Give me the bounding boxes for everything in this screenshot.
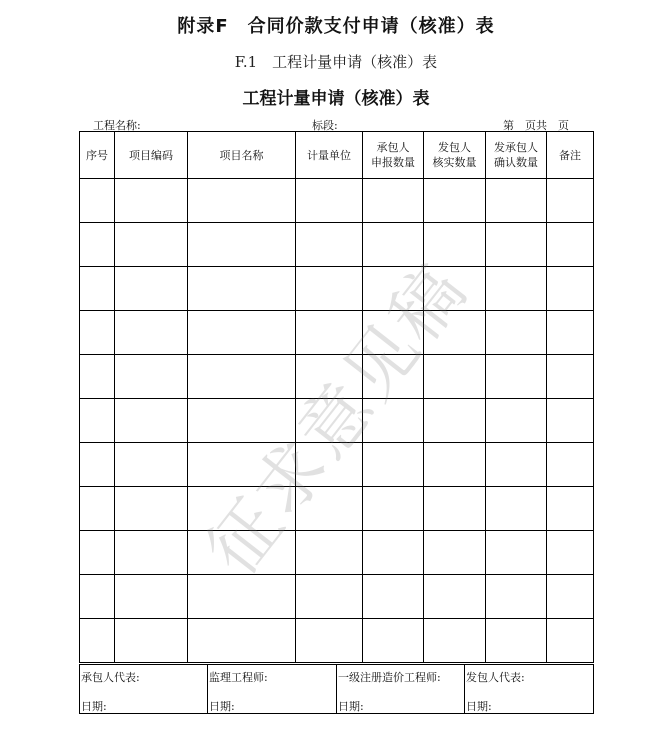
table-cell[interactable] xyxy=(115,575,188,619)
table-cell[interactable] xyxy=(188,267,296,311)
table-cell[interactable] xyxy=(547,355,594,399)
table-cell[interactable] xyxy=(296,223,363,267)
table-cell[interactable] xyxy=(486,179,547,223)
table-cell[interactable] xyxy=(188,443,296,487)
col-item-name: 项目名称 xyxy=(188,132,296,179)
table-cell[interactable] xyxy=(115,179,188,223)
table-cell[interactable] xyxy=(424,355,486,399)
draft-watermark: 征求意见稿 xyxy=(191,247,484,590)
table-cell[interactable] xyxy=(486,267,547,311)
table-cell[interactable] xyxy=(547,575,594,619)
table-cell[interactable] xyxy=(80,443,115,487)
table-cell[interactable] xyxy=(296,575,363,619)
table-cell[interactable] xyxy=(486,531,547,575)
table-cell[interactable] xyxy=(296,179,363,223)
appendix-title: 附录F 合同价款支付申请（核准）表 xyxy=(177,16,495,37)
table-cell[interactable] xyxy=(424,487,486,531)
table-header-row xyxy=(80,132,594,179)
table-cell[interactable] xyxy=(363,311,424,355)
table-row xyxy=(80,531,594,575)
table-cell[interactable] xyxy=(188,223,296,267)
table-row xyxy=(80,311,594,355)
table-cell[interactable] xyxy=(296,267,363,311)
table-cell[interactable] xyxy=(363,267,424,311)
table-cell[interactable] xyxy=(115,531,188,575)
table-cell[interactable] xyxy=(424,179,486,223)
table-cell[interactable] xyxy=(363,531,424,575)
table-cell[interactable] xyxy=(486,311,547,355)
table-cell[interactable] xyxy=(363,487,424,531)
col-seq: 序号 xyxy=(80,132,115,179)
table-cell[interactable] xyxy=(486,619,547,663)
table-cell[interactable] xyxy=(424,619,486,663)
sign-cost-engineer-date: 日期: xyxy=(338,700,364,713)
col-contractor-qty: 承包人 申报数量 xyxy=(363,132,424,179)
sign-contractor-date: 日期: xyxy=(81,700,107,713)
table-cell[interactable] xyxy=(363,619,424,663)
table-cell[interactable] xyxy=(115,487,188,531)
table-cell[interactable] xyxy=(296,487,363,531)
table-cell[interactable] xyxy=(188,179,296,223)
table-cell[interactable] xyxy=(188,311,296,355)
table-cell[interactable] xyxy=(547,223,594,267)
table-cell[interactable] xyxy=(115,355,188,399)
table-row xyxy=(80,487,594,531)
table-cell[interactable] xyxy=(296,355,363,399)
project-name-label: 工程名称: xyxy=(93,119,141,132)
sign-cost-engineer-label: 一级注册造价工程师: xyxy=(338,671,441,684)
table-cell[interactable] xyxy=(486,223,547,267)
sign-supervisor-date: 日期: xyxy=(209,700,235,713)
table-cell[interactable] xyxy=(547,487,594,531)
sign-employer-label: 发包人代表: xyxy=(466,671,525,684)
table-cell[interactable] xyxy=(547,619,594,663)
table-cell[interactable] xyxy=(115,619,188,663)
table-row xyxy=(80,443,594,487)
col-unit: 计量单位 xyxy=(296,132,363,179)
table-body xyxy=(80,179,594,663)
section-label: 标段: xyxy=(312,119,338,132)
table-cell[interactable] xyxy=(424,311,486,355)
sign-cost-engineer-cell[interactable] xyxy=(337,665,465,714)
table-row xyxy=(80,179,594,223)
table-row xyxy=(80,399,594,443)
table-cell[interactable] xyxy=(363,443,424,487)
table-cell[interactable] xyxy=(80,267,115,311)
sign-employer-cell[interactable] xyxy=(465,665,594,714)
col-confirmed-qty: 发承包人 确认数量 xyxy=(486,132,547,179)
table-row xyxy=(80,223,594,267)
col-employer-qty: 发包人 核实数量 xyxy=(424,132,486,179)
table-cell[interactable] xyxy=(424,223,486,267)
table-cell[interactable] xyxy=(363,399,424,443)
table-cell[interactable] xyxy=(296,443,363,487)
table-cell[interactable] xyxy=(80,487,115,531)
table-cell[interactable] xyxy=(296,619,363,663)
table-cell[interactable] xyxy=(115,311,188,355)
table-cell[interactable] xyxy=(363,575,424,619)
table-cell[interactable] xyxy=(424,575,486,619)
table-cell[interactable] xyxy=(424,443,486,487)
table-cell[interactable] xyxy=(296,399,363,443)
table-cell[interactable] xyxy=(188,399,296,443)
table-cell[interactable] xyxy=(424,267,486,311)
table-row xyxy=(80,619,594,663)
table-cell[interactable] xyxy=(547,399,594,443)
table-cell[interactable] xyxy=(424,531,486,575)
col-remarks: 备注 xyxy=(547,132,594,179)
sign-contractor-cell[interactable] xyxy=(80,665,208,714)
table-cell[interactable] xyxy=(80,619,115,663)
measurement-table xyxy=(79,131,594,663)
table-row xyxy=(80,355,594,399)
table-cell[interactable] xyxy=(80,531,115,575)
table-cell[interactable] xyxy=(486,575,547,619)
table-cell[interactable] xyxy=(296,531,363,575)
table-row xyxy=(80,267,594,311)
table-cell[interactable] xyxy=(80,575,115,619)
table-cell[interactable] xyxy=(80,311,115,355)
table-cell[interactable] xyxy=(424,399,486,443)
table-cell[interactable] xyxy=(547,267,594,311)
table-cell[interactable] xyxy=(363,223,424,267)
page-counter: 第 页共 页 xyxy=(503,119,569,132)
table-cell[interactable] xyxy=(115,443,188,487)
table-cell[interactable] xyxy=(188,619,296,663)
table-cell[interactable] xyxy=(547,531,594,575)
signature-table xyxy=(79,664,594,714)
table-cell[interactable] xyxy=(296,311,363,355)
table-cell[interactable] xyxy=(363,179,424,223)
form-title: 工程计量申请（核准）表 xyxy=(242,89,430,109)
sign-contractor-label: 承包人代表: xyxy=(81,671,140,684)
table-cell[interactable] xyxy=(486,443,547,487)
table-row xyxy=(80,575,594,619)
table-cell[interactable] xyxy=(80,355,115,399)
table-cell[interactable] xyxy=(547,443,594,487)
table-cell[interactable] xyxy=(547,179,594,223)
table-cell[interactable] xyxy=(363,355,424,399)
table-cell[interactable] xyxy=(188,487,296,531)
table-cell[interactable] xyxy=(115,223,188,267)
sign-supervisor-label: 监理工程师: xyxy=(209,671,268,684)
table-cell[interactable] xyxy=(188,575,296,619)
table-cell[interactable] xyxy=(486,487,547,531)
table-cell[interactable] xyxy=(486,399,547,443)
table-cell[interactable] xyxy=(547,311,594,355)
table-cell[interactable] xyxy=(80,179,115,223)
table-cell[interactable] xyxy=(80,223,115,267)
col-item-code: 项目编码 xyxy=(115,132,188,179)
table-cell[interactable] xyxy=(80,399,115,443)
table-cell[interactable] xyxy=(115,267,188,311)
sign-employer-date: 日期: xyxy=(466,700,492,713)
sign-supervisor-cell[interactable] xyxy=(208,665,337,714)
table-cell[interactable] xyxy=(188,531,296,575)
table-cell[interactable] xyxy=(188,355,296,399)
section-title: F.1 工程计量申请（核准）表 xyxy=(234,53,438,71)
table-cell[interactable] xyxy=(115,399,188,443)
table-cell[interactable] xyxy=(486,355,547,399)
